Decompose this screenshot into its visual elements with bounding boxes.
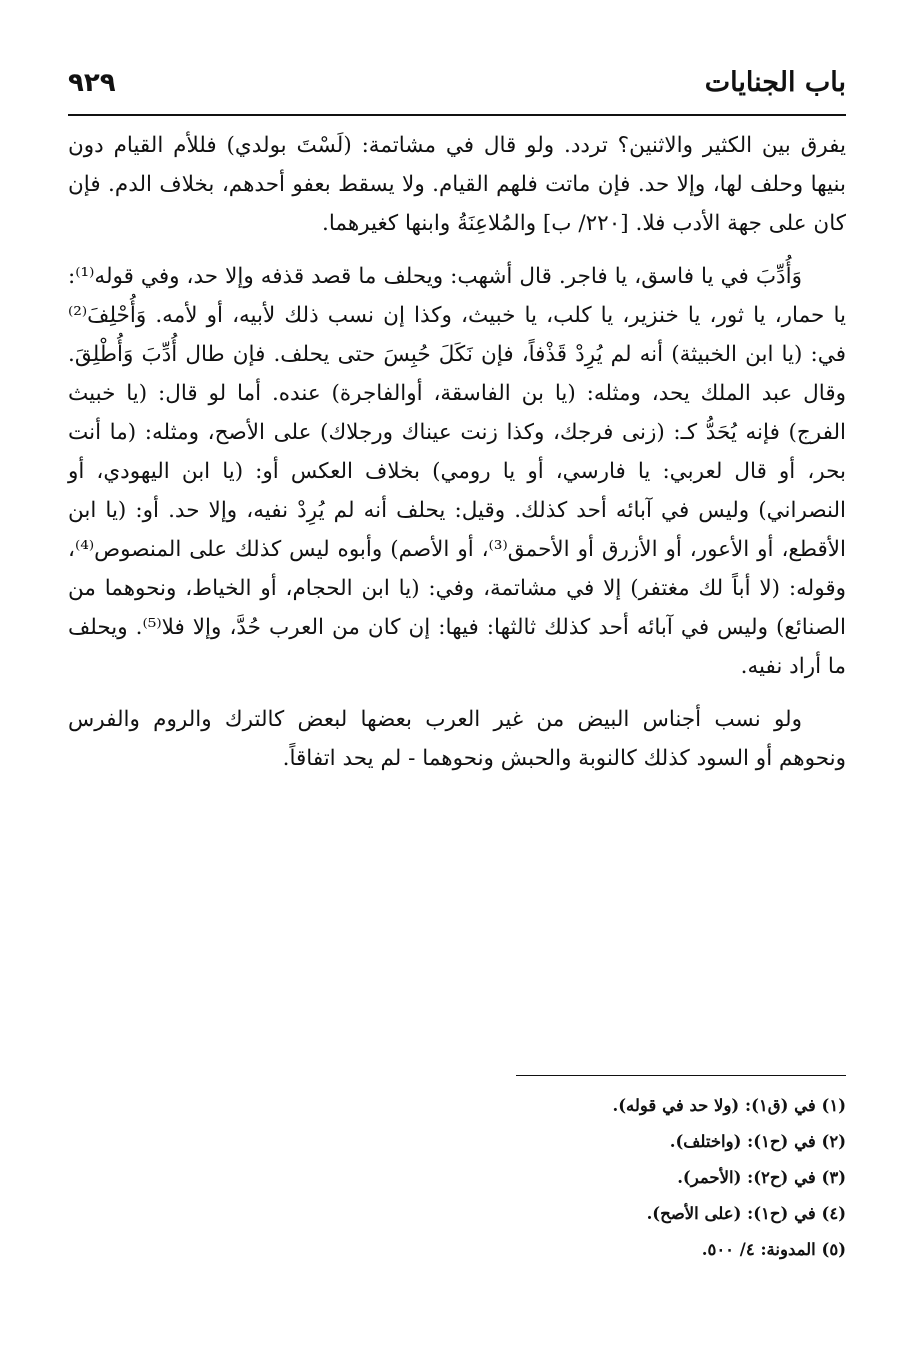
paragraph-2: وَأُدِّبَ في يا فاسق، يا فاجر. قال أشهب: ويحلف ما قصد قذفه وإلا حد، وفي قوله⁽¹⁾: يا حمار، يا ثور، يا خنزير، يا كلب، يا خبيث، وكذا إن نسب ذلك لأبيه، أو لأمه. وَأُحْلِفَ⁽²⁾ في: (يا ابن الخبيثة) أنه لم يُرِدْ قَذْفاً، فإن نَكَلَ حُبِسَ حتى يحلف. فإن طال أُدِّبَ وَأُطْلِقَ. وقال عبد الملك يحد، ومثله: (يا بن الفاسقة، أوالفاجرة) عنده. أما لو قال: (يا خبيث الفرج) فإنه يُحَدُّ كـ: (زنى فرجك، وكذا زنت عيناك ورجلاك) على الأصح، ومثله: (ما أنت بحر، أو قال لعربي: يا فارسي، أو يا رومي) بخلاف العكس أو: (يا ابن اليهودي، أو النصراني) وليس في آبائه أحد كذلك. وقيل: يحلف أنه لم يُرِدْ نفيه، وإلا حد. أو: (يا ابن الأقطع، أو الأعور، أو الأزرق أو الأحمق⁽³⁾، أو الأصم) وأبوه ليس كذلك على المنصوص⁽⁴⁾، وقوله: (لا أباً لك مغتفر) إلا في مشاتمة، وفي: (يا ابن الحجام، أو الخياط، ونحوهما من الصنائع) وليس في آبائه أحد كذلك ثالثها: فيها: إن كان من العرب حُدَّ، وإلا فلا⁽⁵⁾. ويحلف ما أراد نفيه.	[68, 264, 846, 679]
footnote-1: (١) في (ق١): (ولا حد في قوله).	[612, 1096, 846, 1115]
footnote-3: (٣) في (ح٢): (الأحمر).	[677, 1168, 846, 1187]
paragraph-3: ولو نسب أجناس البيض من غير العرب بعضها لبعض كالترك والروم والفرس ونحوهم أو السود كذلك كالنوبة والحبش ونحوهما - لم يحد اتفاقاً.	[68, 707, 846, 771]
page-number: ٩٢٩	[68, 68, 116, 98]
footnote-4: (٤) في (ح١): (على الأصح).	[646, 1204, 846, 1223]
main-text	[68, 126, 846, 778]
footnotes	[68, 1088, 846, 1268]
header-rule	[68, 114, 846, 116]
footnote-5: (٥) المدونة: ٤/ ٥٠٠.	[701, 1240, 846, 1259]
paragraph-1: يفرق بين الكثير والاثنين؟ تردد. ولو قال في مشاتمة: (لَسْتَ بولدي) فللأم القيام دون بنيها وحلف لها، وإلا حد. فإن ماتت فلهم القيام. ولا يسقط بعفو أحدهم، بخلاف الدم. فإن كان على جهة الأدب فلا. [٢٢٠/ ب] والمُلاعِنَةُ وابنها كغيرهما.	[68, 133, 846, 236]
running-head: باب الجنايات	[704, 67, 846, 98]
page-header	[68, 58, 846, 98]
footnote-2: (٢) في (ح١): (واختلف).	[669, 1132, 846, 1151]
footnote-rule	[516, 1075, 846, 1076]
